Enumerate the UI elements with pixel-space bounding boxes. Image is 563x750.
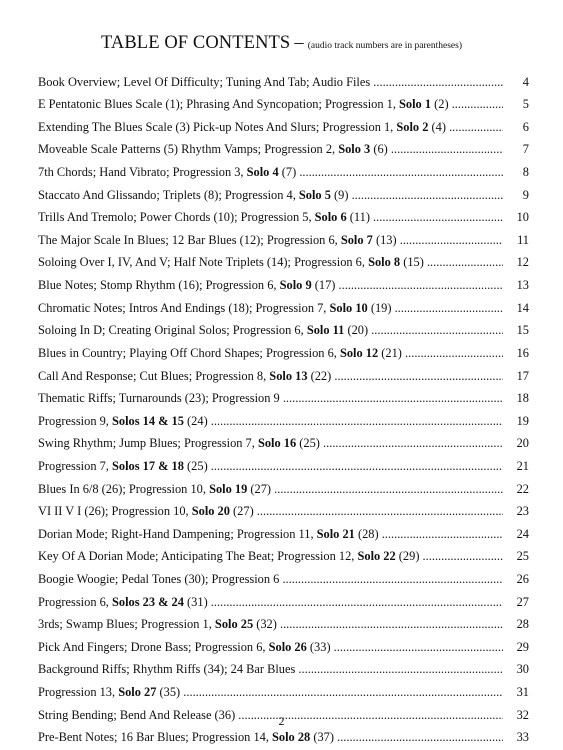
toc-text-segment: (32)	[253, 617, 277, 632]
toc-text-segment: Progression 7,	[38, 458, 112, 473]
toc-text-segment: Pick And Fingers; Drone Bass; Progression 6,	[38, 639, 269, 654]
toc-text-segment: (2)	[431, 97, 449, 112]
toc-entry	[38, 225, 529, 248]
toc-entry	[38, 180, 529, 203]
toc-entry	[38, 587, 529, 610]
toc-page-number: 8	[522, 165, 529, 180]
toc-solo-label: Solo 7	[340, 232, 373, 247]
toc-page-number: 17	[516, 368, 529, 383]
toc-text-segment: Blues in Country; Playing Off Chord Shapes; Progression 6,	[38, 345, 340, 360]
toc-entry-title	[38, 414, 503, 429]
toc-page-number: 18	[516, 391, 529, 406]
toc-text-segment: (19)	[367, 300, 392, 315]
toc-entry	[38, 519, 529, 542]
toc-solo-label: Solo 11	[306, 323, 345, 338]
table-of-contents	[38, 67, 529, 745]
toc-entry-title	[38, 527, 503, 542]
toc-solo-label: Solo 25	[214, 617, 254, 632]
toc-entry	[38, 90, 529, 113]
toc-page-number: 12	[516, 255, 529, 270]
toc-text-segment: Dorian Mode; Right-Hand Dampening; Progression 11,	[38, 526, 317, 541]
toc-text-segment: The Major Scale In Blues; 12 Bar Blues (12); Progression 6,	[38, 232, 341, 247]
toc-text-segment: Call And Response; Cut Blues; Progression 8,	[38, 368, 270, 383]
toc-entry-title	[38, 142, 503, 157]
toc-entry-title	[38, 640, 503, 655]
toc-heading: TABLE OF CONTENTS	[100, 33, 291, 53]
toc-text-segment: Key Of A Dorian Mode; Anticipating The Beat; Progression 12,	[38, 549, 358, 564]
toc-entry-title	[38, 662, 503, 677]
toc-page-number: 5	[522, 97, 529, 112]
toc-entry-title	[38, 369, 503, 384]
toc-entry	[38, 203, 529, 226]
toc-solo-label: Solo 19	[209, 481, 248, 496]
toc-page-number: 26	[516, 572, 529, 587]
toc-page-number: 28	[516, 617, 529, 632]
toc-entry-title	[38, 595, 503, 610]
toc-entry	[38, 451, 529, 474]
toc-text-segment: Book Overview; Level Of Difficulty; Tuning And Tab; Audio Files	[38, 74, 371, 89]
toc-text-segment: String Bending; Bend And Release (36)	[38, 707, 236, 722]
toc-entry-title	[38, 459, 503, 474]
toc-text-segment: Swing Rhythm; Jump Blues; Progression 7,	[38, 436, 258, 451]
toc-solo-label: Solo 10	[329, 300, 368, 315]
toc-entry-title	[38, 482, 503, 497]
toc-text-segment: (24)	[183, 413, 208, 428]
toc-solo-label: Solos 23 & 24	[112, 594, 184, 609]
toc-page-number: 14	[516, 300, 529, 315]
toc-entry	[38, 564, 529, 587]
toc-text-segment: Progression 6,	[38, 594, 112, 609]
toc-text-segment: E Pentatonic Blues Scale (1); Phrasing And Syncopation; Progression 1,	[38, 97, 400, 112]
heading-dash: –	[294, 33, 304, 53]
toc-entry	[38, 316, 529, 339]
toc-entry	[38, 338, 529, 361]
heading-note: (audio track numbers are in parentheses)	[307, 41, 462, 51]
toc-page-number: 7	[522, 142, 529, 157]
toc-text-segment: Moveable Scale Patterns (5) Rhythm Vamps; Progression 2,	[38, 142, 339, 157]
toc-solo-label: Solo 20	[191, 504, 230, 519]
toc-text-segment: (6)	[370, 142, 388, 157]
toc-entry	[38, 135, 529, 158]
toc-page-number: 16	[516, 345, 529, 360]
toc-entry-title	[38, 188, 503, 203]
toc-entry-title	[38, 504, 503, 519]
toc-entry-title	[38, 255, 503, 270]
toc-entry	[38, 677, 529, 700]
toc-entry	[38, 542, 529, 565]
toc-entry	[38, 429, 529, 452]
toc-entry	[38, 474, 529, 497]
toc-text-segment: Soloing In D; Creating Original Solos; Progression 6,	[38, 323, 307, 338]
toc-entry-title	[38, 346, 503, 361]
toc-solo-label: Solo 26	[268, 639, 307, 654]
toc-page-number: 27	[516, 594, 529, 609]
toc-text-segment: Pre-Bent Notes; 16 Bar Blues; Progression 14,	[38, 730, 273, 745]
toc-solo-label: Solo 8	[368, 255, 401, 270]
toc-text-segment: Blue Notes; Stomp Rhythm (16); Progression 6,	[38, 278, 280, 293]
toc-entry	[38, 157, 529, 180]
toc-text-segment: 7th Chords; Hand Vibrato; Progression 3,	[38, 165, 247, 180]
toc-text-segment: (21)	[378, 345, 402, 360]
toc-solo-label: Solo 3	[338, 142, 371, 157]
toc-page-number: 4	[522, 74, 529, 89]
toc-entry-title	[38, 233, 503, 248]
toc-page-number: 21	[516, 458, 529, 473]
toc-entry	[38, 67, 529, 90]
toc-text-segment: Progression 9,	[38, 413, 112, 428]
toc-entry-title	[38, 278, 503, 293]
toc-text-segment: (27)	[229, 504, 254, 519]
toc-solo-label: Solo 21	[316, 526, 355, 541]
toc-text-segment: Soloing Over I, IV, And V; Half Note Triplets (14); Progression 6,	[38, 255, 369, 270]
toc-page-number: 29	[516, 639, 529, 654]
toc-entry-title	[38, 75, 503, 90]
toc-entry-title	[38, 685, 503, 700]
toc-text-segment: (25)	[183, 458, 208, 473]
page-title	[0, 33, 563, 54]
toc-text-segment: Background Riffs; Rhythm Riffs (34); 24 Bar Blues	[38, 662, 296, 677]
toc-entry-title	[38, 97, 503, 112]
toc-text-segment: (27)	[247, 481, 272, 496]
toc-page-number: 10	[516, 210, 529, 225]
toc-text-segment: (29)	[395, 549, 420, 564]
toc-entry-title	[38, 301, 503, 316]
toc-entry	[38, 112, 529, 135]
toc-text-segment: (4)	[428, 119, 446, 134]
toc-page-number: 22	[516, 481, 529, 496]
toc-entry	[38, 361, 529, 384]
toc-entry	[38, 655, 529, 678]
toc-page-number: 15	[516, 323, 529, 338]
toc-text-segment: Blues In 6/8 (26); Progression 10,	[38, 481, 210, 496]
toc-page-number: 6	[522, 119, 529, 134]
toc-solo-label: Solo 27	[118, 685, 157, 700]
toc-text-segment: (7)	[278, 165, 297, 180]
toc-text-segment: Extending The Blues Scale (3) Pick-up Notes And Slurs; Progression 1,	[38, 119, 397, 134]
toc-solo-label: Solo 1	[399, 97, 432, 112]
toc-solo-label: Solos 14 & 15	[112, 413, 184, 428]
toc-text-segment: (35)	[156, 685, 181, 700]
toc-solo-label: Solos 17 & 18	[112, 458, 184, 473]
toc-text-segment: (22)	[307, 368, 332, 383]
toc-text-segment: 3rds; Swamp Blues; Progression 1,	[38, 617, 215, 632]
toc-solo-label: Solo 6	[314, 210, 347, 225]
toc-text-segment: (33)	[306, 639, 331, 654]
toc-entry	[38, 384, 529, 407]
toc-entry	[38, 497, 529, 520]
toc-text-segment: (9)	[330, 187, 349, 202]
toc-entry	[38, 632, 529, 655]
toc-entry	[38, 248, 529, 271]
toc-page-number: 23	[516, 504, 529, 519]
toc-entry	[38, 406, 529, 429]
toc-text-segment: Progression 13,	[38, 685, 119, 700]
toc-text-segment: (25)	[296, 436, 320, 451]
toc-text-segment: (13)	[372, 232, 397, 247]
toc-text-segment: (15)	[400, 255, 424, 270]
toc-text-segment: (28)	[354, 526, 379, 541]
toc-solo-label: Solo 28	[272, 730, 311, 745]
toc-text-segment: (20)	[344, 323, 369, 338]
toc-text-segment: Thematic Riffs; Turnarounds (23); Progression 9	[38, 391, 280, 406]
toc-page-number: 9	[522, 187, 529, 202]
toc-entry-title	[38, 210, 503, 225]
toc-entry	[38, 610, 529, 633]
toc-solo-label: Solo 13	[269, 368, 308, 383]
toc-page-number: 20	[516, 436, 529, 451]
toc-page-number: 11	[517, 232, 529, 247]
toc-page-number: 25	[516, 549, 529, 564]
toc-entry-title	[38, 323, 503, 338]
toc-text-segment: (11)	[346, 210, 370, 225]
toc-page-number: 33	[516, 730, 529, 745]
toc-text-segment: Staccato And Glissando; Triplets (8); Progression 4,	[38, 187, 299, 202]
toc-solo-label: Solo 2	[396, 119, 429, 134]
toc-solo-label: Solo 12	[339, 345, 379, 360]
toc-text-segment: (37)	[310, 730, 334, 745]
toc-entry-title	[38, 617, 503, 632]
toc-text-segment: Chromatic Notes; Intros And Endings (18); Progression 7,	[38, 300, 330, 315]
toc-entry-title	[38, 120, 503, 135]
toc-entry	[38, 293, 529, 316]
page-number: 2	[278, 714, 285, 728]
toc-entry-title	[38, 549, 503, 564]
toc-solo-label: Solo 22	[357, 549, 396, 564]
toc-page-number: 19	[516, 413, 529, 428]
toc-entry-title	[38, 436, 503, 451]
toc-page-number: 24	[516, 526, 529, 541]
toc-entry-title	[38, 730, 503, 745]
toc-solo-label: Solo 16	[257, 436, 297, 451]
toc-page-number: 31	[516, 685, 529, 700]
toc-text-segment: (17)	[311, 278, 336, 293]
toc-page-number: 30	[516, 662, 529, 677]
toc-page-number: 13	[516, 278, 529, 293]
toc-entry-title	[38, 572, 503, 587]
toc-solo-label: Solo 4	[246, 165, 279, 180]
toc-entry-title	[38, 391, 503, 406]
toc-entry	[38, 270, 529, 293]
toc-solo-label: Solo 5	[298, 187, 331, 202]
toc-text-segment: VI II V I (26); Progression 10,	[38, 504, 192, 519]
toc-solo-label: Solo 9	[279, 278, 312, 293]
toc-page-number: 32	[516, 707, 529, 722]
toc-text-segment: Boogie Woogie; Pedal Tones (30); Progression 6	[38, 572, 280, 587]
toc-text-segment: Trills And Tremolo; Power Chords (10); Progression 5,	[38, 210, 315, 225]
toc-text-segment: (31)	[183, 594, 208, 609]
toc-entry-title	[38, 165, 503, 180]
